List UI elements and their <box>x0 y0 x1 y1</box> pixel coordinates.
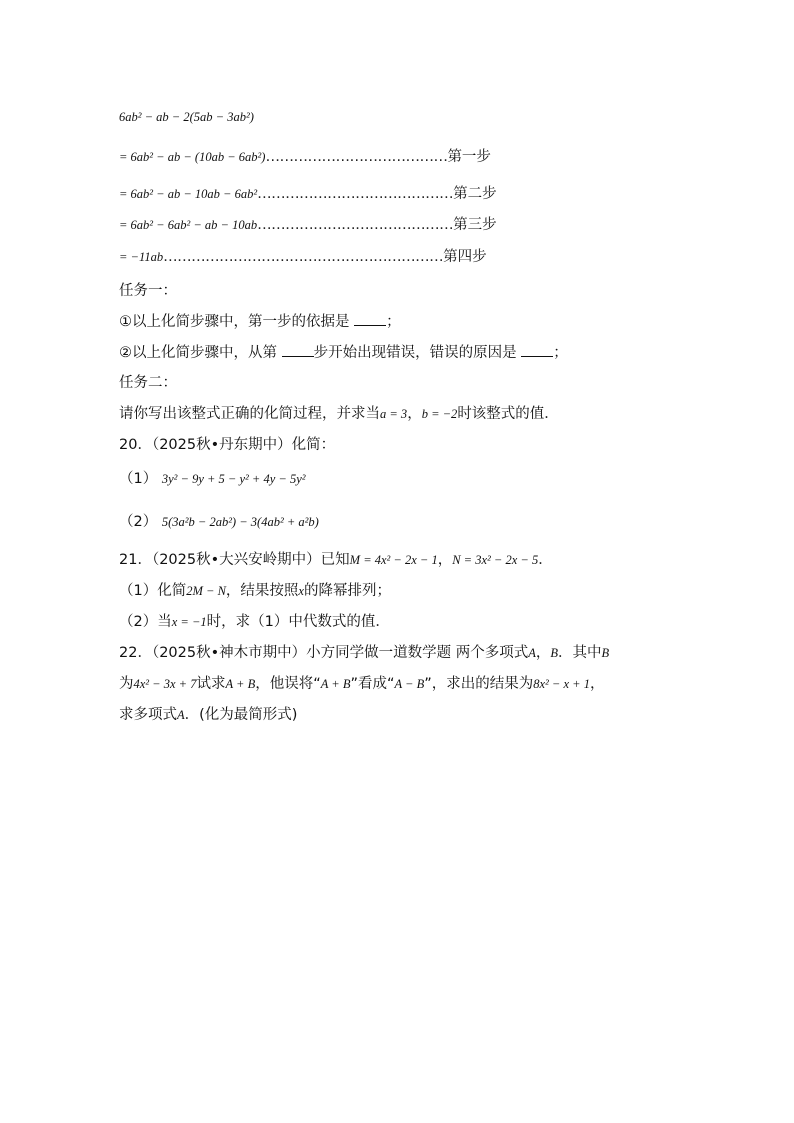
variable-b: B <box>550 646 559 660</box>
part-1-expr: 2M − N <box>186 584 226 598</box>
q22-l2-mid1: 试求 <box>196 676 226 692</box>
question-21-title <box>119 550 553 570</box>
question-21-part-1 <box>119 581 391 601</box>
question-21-pre: 21．（2025秋•大兴安岭期中）已知 <box>119 552 350 568</box>
part-2-pre: （2）当 <box>119 614 172 630</box>
variable-b: B <box>601 646 610 660</box>
step-2-expr: = 6ab² − ab − 10ab − 6ab² <box>119 187 258 201</box>
q22-l2-mid2: ，他误将“ <box>255 676 321 692</box>
step-2-label: 第二步 <box>453 186 497 202</box>
condition-a: a = 3 <box>380 407 408 421</box>
separator: ， <box>437 552 453 568</box>
q22-l2-post: ， <box>589 676 605 692</box>
result-expr: 8x² − x + 1 <box>533 677 590 691</box>
answer-blank[interactable] <box>282 342 314 357</box>
task-2-text-post: 时该整式的值． <box>457 406 559 422</box>
q22-l1-post: ．其中 <box>558 645 602 661</box>
b-expr: 4x² − 3x + 7 <box>133 677 197 691</box>
step-4-line <box>119 247 487 267</box>
answer-blank[interactable] <box>521 342 553 357</box>
step-3-label: 第三步 <box>453 217 497 233</box>
q22-l1-mid: 两个多项式 <box>455 645 529 661</box>
question-20-title: 20．（2025秋•丹东期中）化简： <box>119 437 336 453</box>
task-1-q1-text: ①以上化简步骤中，第一步的依据是 <box>119 314 355 330</box>
part-2-expr: x = −1 <box>171 615 207 629</box>
m-expr: M = 4x² − 2x − 1 <box>349 553 438 567</box>
step-4-label: 第四步 <box>443 249 487 265</box>
original-expr: 6ab² − ab − 2(5ab − 3ab²) <box>119 110 254 124</box>
question-20-part-2 <box>119 512 319 532</box>
step-4-expr: = −11ab <box>119 250 164 264</box>
sum-expr: A + B <box>320 677 351 691</box>
step-3-expr: = 6ab² − 6ab² − ab − 10ab <box>119 218 258 232</box>
q22-l2-pre: 为 <box>119 676 134 692</box>
q22-l3-pre: 求多项式 <box>119 707 177 723</box>
answer-blank[interactable] <box>354 311 386 326</box>
q22-l3-post: ．(化为最简形式) <box>184 707 298 723</box>
question-21-end: ． <box>538 552 553 568</box>
step-3-line <box>119 215 497 235</box>
question-22-line-1 <box>119 643 609 663</box>
step-1-label: 第一步 <box>447 149 491 165</box>
question-22-line-3 <box>119 705 297 725</box>
separator: ， <box>407 406 422 422</box>
step-2-dots: …………………………………… <box>257 186 454 202</box>
n-expr: N = 3x² − 2x − 5 <box>452 553 539 567</box>
part-1-post: 的降幂排列； <box>303 583 391 599</box>
part-label: （1） <box>119 471 158 487</box>
part-1-mid: ，结果按照 <box>225 583 299 599</box>
part-label: （2） <box>119 514 158 530</box>
variable-a: A <box>528 646 536 660</box>
sum-expr: A + B <box>225 677 256 691</box>
question-22-line-2 <box>119 674 604 694</box>
part-2-expr: 5(3a²b − 2ab²) − 3(4ab² + a²b) <box>161 515 319 529</box>
task-2-text <box>119 404 559 424</box>
condition-b: b = −2 <box>421 407 458 421</box>
step-3-dots: …………………………………… <box>257 217 454 233</box>
task-1-heading: 任务一： <box>119 283 177 299</box>
part-1-expr: 3y² − 9y + 5 − y² + 4y − 5y² <box>161 472 306 486</box>
task-2-text-pre: 请你写出该整式正确的化简过程，并求当 <box>119 406 380 422</box>
task-1-q1-end: ； <box>386 314 401 330</box>
variable-x: x <box>298 584 304 598</box>
step-1-line <box>119 147 491 167</box>
original-expression <box>119 107 254 127</box>
task-1-question-1 <box>119 311 401 332</box>
step-2-line <box>119 184 497 204</box>
separator: ， <box>535 645 551 661</box>
q22-l2-mid3: ”看成“ <box>350 676 395 692</box>
task-1-q2-text: ②以上化简步骤中，从第 <box>119 345 282 361</box>
task-1-q2-mid: 步开始出现错误，错误的原因是 <box>313 345 522 361</box>
part-2-post: 时，求（1）中代数式的值． <box>206 614 390 630</box>
step-4-dots: …………………………………………………… <box>163 249 444 265</box>
task-1-q2-end: ； <box>553 345 568 361</box>
step-1-dots: ………………………………… <box>265 149 448 165</box>
q22-l2-mid4: ”，求出的结果为 <box>424 676 534 692</box>
task-2-heading: 任务二： <box>119 375 177 391</box>
diff-expr: A − B <box>394 677 425 691</box>
task-1-question-2 <box>119 342 568 363</box>
part-1-pre: （1）化简 <box>119 583 187 599</box>
question-20-part-1 <box>119 469 306 489</box>
variable-a: A <box>177 708 185 722</box>
step-1-expr: = 6ab² − ab − (10ab − 6ab²) <box>119 150 266 164</box>
q22-l1-pre: 22．（2025秋•神木市期中）小方同学做一道数学题 <box>119 645 452 661</box>
question-21-part-2 <box>119 612 390 632</box>
